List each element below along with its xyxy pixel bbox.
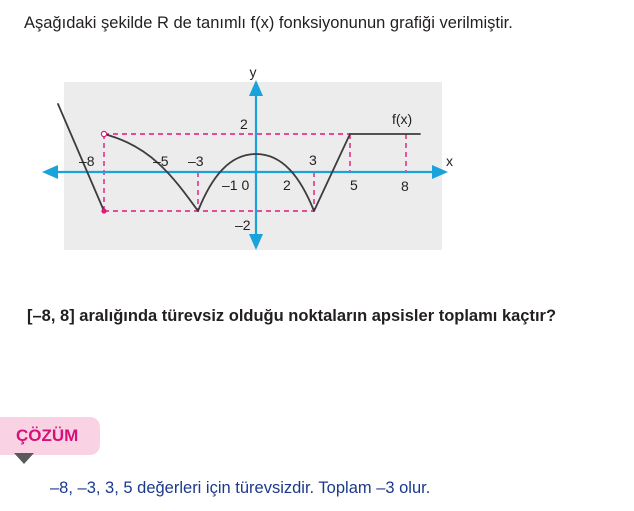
- x-axis-arrow-left: [42, 165, 58, 179]
- tick-x-neg3: –3: [188, 153, 204, 169]
- function-label: f(x): [392, 111, 413, 127]
- question-text: [–8, 8] aralığında türevsiz olduğu noktaların apsisler toplamı kaçtır?: [27, 307, 557, 325]
- y-axis-label: y: [249, 64, 257, 80]
- intro-text: Aşağıdaki şekilde R de tanımlı f(x) fonksiyonunun grafiği verilmiştir.: [24, 14, 513, 32]
- solution-label: ÇÖZÜM: [16, 426, 79, 445]
- tick-x-3: 3: [309, 152, 317, 168]
- open-point: [101, 131, 106, 136]
- tick-x-neg8: –8: [79, 153, 95, 169]
- tick-y-2: 2: [240, 116, 248, 132]
- tick-x-8: 8: [401, 178, 409, 194]
- x-axis-label: x: [446, 153, 453, 169]
- solution-answer: –8, –3, 3, 5 değerleri için türevsizdir. Toplam –3 olur.: [50, 479, 431, 497]
- tick-x-neg5: –5: [153, 153, 169, 169]
- solution-label-box: [0, 417, 100, 455]
- tick-y-neg2: –2: [235, 217, 251, 233]
- solution-arrow-icon: [14, 453, 34, 464]
- tick-x-neg1-0: –1 0: [222, 177, 250, 193]
- tick-x-5: 5: [350, 177, 358, 193]
- graph-panel: [64, 82, 442, 250]
- closed-point: [101, 208, 106, 213]
- tick-x-2: 2: [283, 177, 291, 193]
